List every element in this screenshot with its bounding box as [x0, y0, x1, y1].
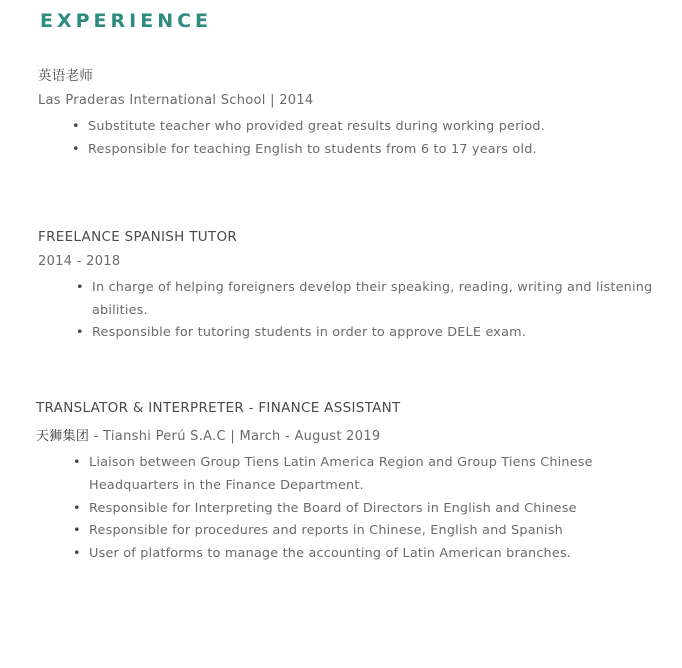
job-meta: Las Praderas International School | 2014: [38, 93, 314, 108]
job-meta: 2014 - 2018: [38, 254, 121, 269]
bullet-item: • Responsible for Interpreting the Board of Directors in English and Chinese: [73, 498, 633, 521]
bullet-item: • Responsible for procedures and reports in Chinese, English and Spanish: [73, 520, 633, 543]
bullet-item: • Substitute teacher who provided great results during working period.: [72, 116, 668, 139]
bullet-item: • User of platforms to manage the accounting of Latin American branches.: [73, 543, 633, 566]
job-role: FREELANCE SPANISH TUTOR: [38, 229, 238, 245]
job-entry-english-teacher: [38, 64, 668, 161]
job-bullets: [73, 452, 633, 566]
company-name-chinese: 天狮集团: [36, 429, 90, 444]
job-role: TRANSLATOR & INTERPRETER - FINANCE ASSISTANT: [36, 400, 401, 416]
bullet-item: • Liaison between Group Tiens Latin America Region and Group Tiens Chinese Headquarters in the Finance Department.: [73, 452, 633, 498]
section-title: EXPERIENCE: [40, 10, 213, 32]
job-entry-translator: [36, 400, 676, 566]
job-role: 英语老师: [38, 68, 94, 84]
bullet-item: • Responsible for teaching English to students from 6 to 17 years old.: [72, 139, 668, 162]
job-entry-spanish-tutor: [38, 229, 668, 345]
job-bullets: [72, 116, 668, 161]
company-details: - Tianshi Perú S.A.C | March - August 2019: [89, 429, 381, 444]
bullet-item: • In charge of helping foreigners develop their speaking, reading, writing and listening abilities.: [76, 277, 668, 322]
bullet-item: • Responsible for tutoring students in order to approve DELE exam.: [76, 322, 668, 345]
job-bullets: [76, 277, 668, 345]
job-meta: [36, 425, 676, 444]
